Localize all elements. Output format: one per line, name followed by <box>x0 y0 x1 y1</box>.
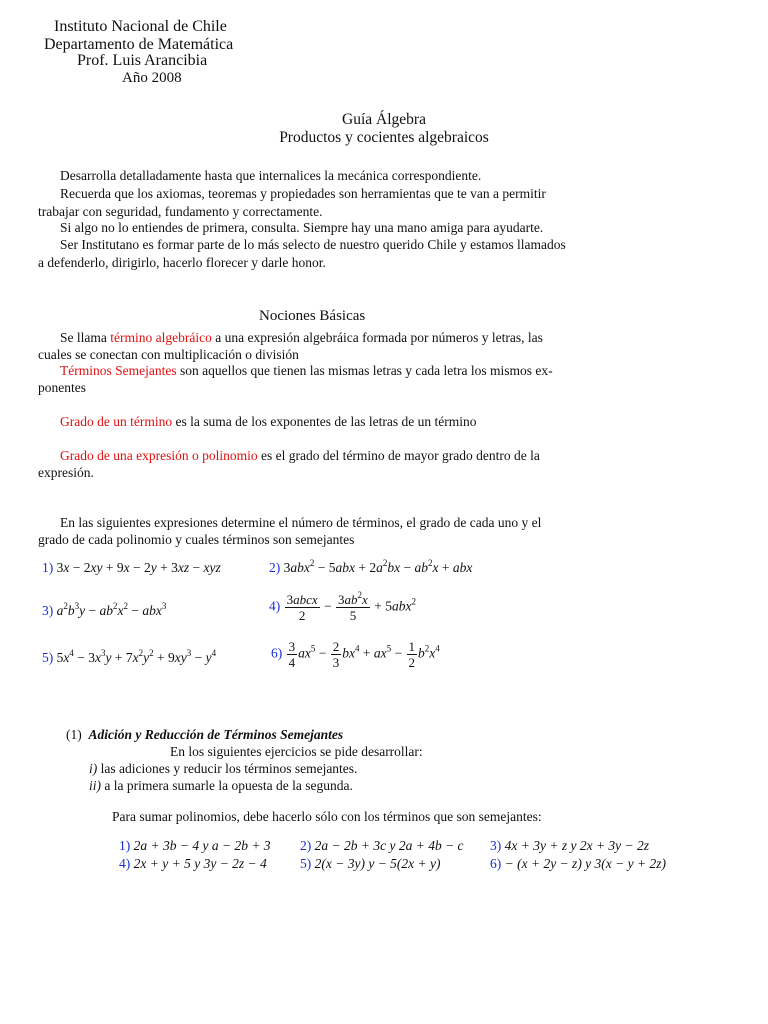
section-number: (1) <box>66 727 82 742</box>
expression-1: 1) 3x − 2xy + 9x − 2y + 3xz − xyz <box>42 560 221 575</box>
fraction: $\frac{2}{3}$ <box>332 639 340 670</box>
expression-4: 4) $\frac{\text{3abcx}}{2}$ − $\frac{3ab^2x}{5}$ + 5abx$^2$ <box>269 590 416 623</box>
exercise-number: 1) <box>119 838 131 853</box>
intro-line-3: trabajar con seguridad, fundamento y correctamente. <box>38 204 323 219</box>
exercise-number: 5) <box>300 856 312 871</box>
page-subtitle: Productos y cocientes algebraicos <box>279 129 489 146</box>
expression-number: 4) <box>269 598 281 614</box>
exercise-number: 3) <box>490 838 502 853</box>
page-title: Guía Álgebra <box>342 111 426 128</box>
exercise-5 <box>300 856 441 872</box>
fraction: $\frac{3}{4}$ <box>288 639 296 670</box>
fraction: $\frac{1}{2}$ <box>408 639 415 670</box>
institution-name: Instituto Nacional de Chile <box>54 18 227 35</box>
exercise-expression: 2a − 2b + 3c y 2a + 4b − c <box>314 838 464 853</box>
exercise-expression: 2(x − 3y) y − 5(2x + y) <box>314 856 441 871</box>
section-1-item-i <box>89 760 357 778</box>
section-title: Adición y Reducción de Términos Semejantes <box>88 727 344 742</box>
teacher-name: Prof. Luis Arancibia <box>77 52 208 69</box>
section-1-instruction: En los siguientes ejercicios se pide desarrollar: <box>170 744 423 759</box>
expression-number: 3) <box>42 603 54 618</box>
intro-line-1: Desarrolla detalladamente hasta que internalices la mecánica correspondiente. <box>60 168 482 183</box>
definition-termino <box>60 329 543 347</box>
expression-6: 6) $\frac{3}{4}$ $ax^5$ − $\frac{2}{3}$ $bx^4 + ax^5$ − $\frac{1}{2}$ $b^2x^4$ <box>271 639 440 670</box>
highlight-term: Términos Semejantes <box>60 363 177 378</box>
exercise-expression: 4x + 3y + z y 2x + 3y − 2z <box>504 838 650 853</box>
exercise-number: 4) <box>119 856 131 871</box>
section-1-note: Para sumar polinomios, debe hacerlo sólo con los términos que son semejantes: <box>112 809 542 824</box>
exercise-expression: 2x + y + 5 y 3y − 2z − 4 <box>133 856 267 871</box>
expression-number: 1) <box>42 560 54 575</box>
expression-number: 5) <box>42 650 54 665</box>
department-name: Departamento de Matemática <box>44 36 234 53</box>
definition-semejantes-line2: ponentes <box>38 380 86 395</box>
expression-5: 5) $5x^4 - 3x^3y + 7x^2y^2 + 9xy^3 - y^4$ <box>42 648 217 665</box>
intro-line-6: a defenderlo, dirigirlo, hacerlo florecer y darle honor. <box>38 255 326 270</box>
definition-termino-line2: cuales se conectan con multiplicación o división <box>38 347 299 362</box>
intro-line-2: Recuerda que los axiomas, teoremas y propiedades son herramientas que te van a permitir <box>60 186 546 201</box>
exercise-expression: − (x + 2y − z) y 3(x − y + 2z) <box>504 856 666 871</box>
exercise-instructions-line2: grado de cada polinomio y cuales términos son semejantes <box>38 532 355 547</box>
item-text: las adiciones y reducir los términos semejantes. <box>97 761 358 776</box>
expression-3: 3) $a^2b^3y - ab^2x^2 - abx^3$ <box>42 601 167 618</box>
expression-number: 6) <box>271 645 283 661</box>
expression-2: 2) $3abx^2 - 5abx + 2a^2bx - ab^2x$ + abx <box>269 558 473 575</box>
text: son aquellos que tienen las mismas letras y cada letra los mismos ex- <box>176 363 553 378</box>
item-text: a la primera sumarle la opuesta de la segunda. <box>101 778 353 793</box>
highlight-term: Grado de una expresión o polinomio <box>60 448 258 463</box>
exercise-3 <box>490 838 649 854</box>
fraction: $\frac{3ab^2x}{5}$ <box>338 590 368 623</box>
exercise-4 <box>119 856 267 872</box>
highlight-term: término algebráico <box>110 330 212 345</box>
intro-line-5: Ser Institutano es formar parte de lo más selecto de nuestro querido Chile y estamos llamados <box>60 237 566 252</box>
expression-number: 2) <box>269 560 281 575</box>
definition-grado-termino <box>60 413 477 431</box>
exercise-1 <box>119 838 271 854</box>
text: Se llama <box>60 330 111 345</box>
text: es la suma de los exponentes de las letras de un término <box>172 414 477 429</box>
definition-grado-polinomio-line2: expresión. <box>38 465 94 480</box>
definition-grado-polinomio <box>60 447 540 465</box>
section-1-item-ii <box>89 777 353 795</box>
exercise-2 <box>300 838 464 854</box>
text: es el grado del término de mayor grado dentro de la <box>257 448 540 463</box>
item-label: i) <box>89 761 98 776</box>
fraction: $\frac{\text{3abcx}}{2}$ <box>286 592 318 623</box>
exercise-expression: 2a + 3b − 4 y a − 2b + 3 <box>133 838 271 853</box>
highlight-term: Grado de un término <box>60 414 173 429</box>
exercise-6 <box>490 856 666 872</box>
section-heading-nociones: Nociones Básicas <box>259 308 366 324</box>
section-1-heading <box>66 726 343 744</box>
exercise-number: 2) <box>300 838 312 853</box>
item-label: ii) <box>89 778 101 793</box>
text: a una expresión algebráica formada por números y letras, las <box>211 330 543 345</box>
exercise-instructions-line1: En las siguientes expresiones determine el número de términos, el grado de cada uno y el <box>60 515 542 530</box>
year: Año 2008 <box>122 70 182 86</box>
intro-line-4: Si algo no lo entiendes de primera, consulta. Siempre hay una mano amiga para ayudarte. <box>60 220 544 235</box>
definition-semejantes <box>60 362 553 380</box>
exercise-number: 6) <box>490 856 502 871</box>
